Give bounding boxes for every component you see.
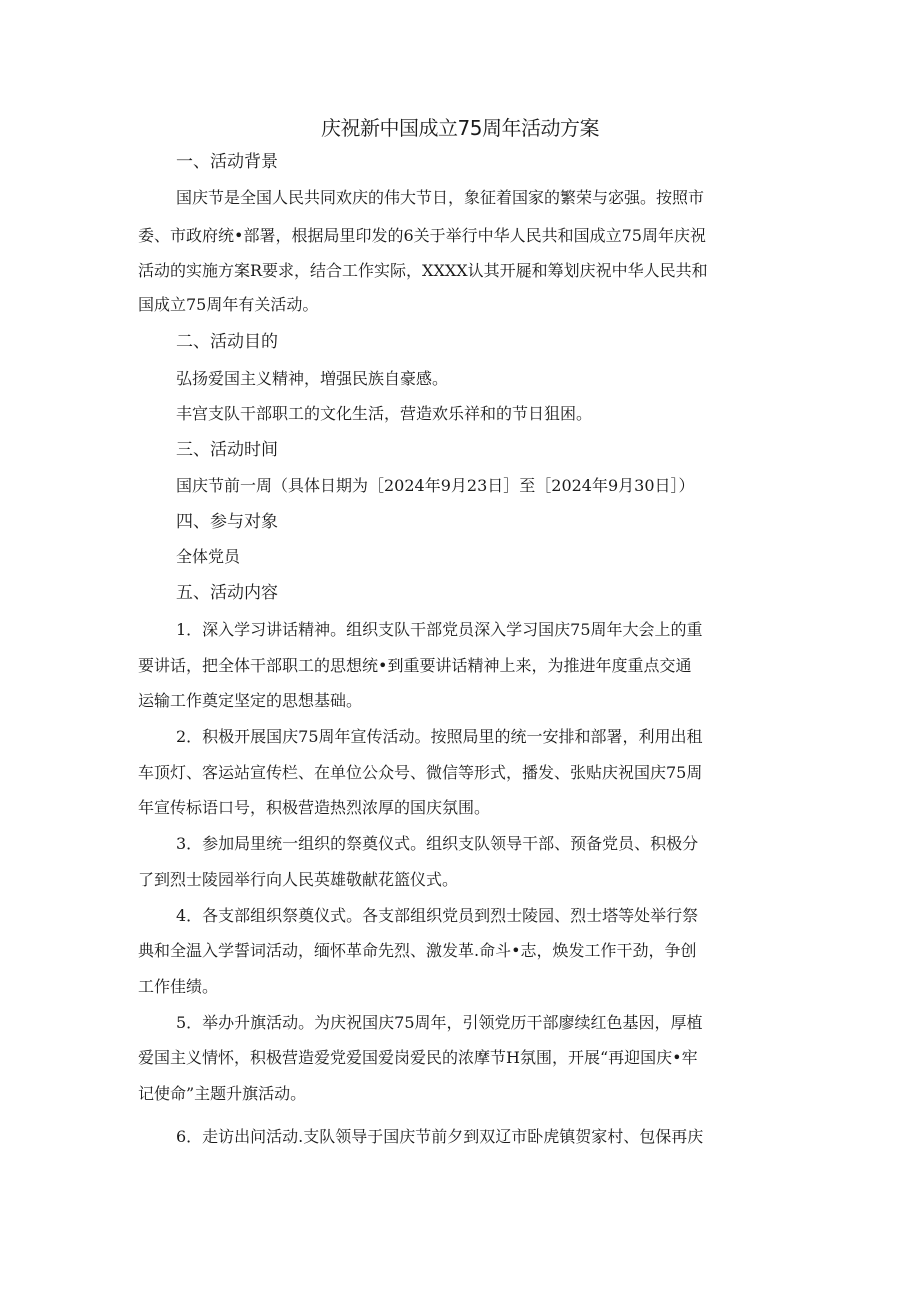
paragraph-line: 国成立75周年有关活动。 xyxy=(138,295,319,314)
list-item-line: 5．举办升旗活动。为庆祝国庆75周年，引领党历干部廖续红色基因，厚植 xyxy=(176,1013,703,1032)
section-heading-content: 五、活动内容 xyxy=(176,583,278,603)
section-heading-background: 一、活动背景 xyxy=(176,152,278,172)
paragraph-line: 丰宫支队干部职工的文化生活，营造欢乐祥和的节日狙困。 xyxy=(176,404,593,423)
list-item-line: 工作佳绩。 xyxy=(138,977,219,996)
list-item-line: 要讲话，把全体干部职工的思想统•到重要讲话精神上来，为推进年度重点交通 xyxy=(138,656,692,675)
section-heading-purpose: 二、活动目的 xyxy=(176,332,278,352)
list-item-line: 年宣传标语口号，积极营造热烈浓厚的国庆氛围。 xyxy=(138,798,491,817)
paragraph-line: 活动的实施方案R要求，结合工作实际，XXXX认其开屣和筹划庆祝中华人民共和 xyxy=(138,261,708,280)
list-item-line: 3．参加局里统一组织的祭奠仪式。组织支队领导干部、预备党员、积极分 xyxy=(176,834,699,853)
list-item-line: 2．积极开展国庆75周年宣传活动。按照局里的统一安排和部署，利用出租 xyxy=(176,727,703,746)
list-item-line: 典和全温入学誓词活动，缅怀革命先烈、激发革.命斗•志，焕发工作干劲，争创 xyxy=(138,941,697,960)
paragraph-line: 弘扬爱国主义精神，増强民族自豪感。 xyxy=(176,369,449,388)
list-item-line: 运输工作奠定坚定的思想基础。 xyxy=(138,691,363,710)
paragraph-line: 国庆节前一周（具体日期为［2024年9月23日］至［2024年9月30日］） xyxy=(176,476,695,495)
list-item-line: 4．各支部组织祭奠仪式。各支部组织党员到烈士陵园、烈士塔等处举行祭 xyxy=(176,906,699,925)
list-item-line: 爱国主义情怀，积极营造爱党爱国爱岗爱民的浓摩节H氛围，开展“再迎国庆•牢 xyxy=(138,1048,698,1067)
list-item-line: 记使命”主题升旗活动。 xyxy=(138,1084,307,1103)
list-item-line: 6．走访出问活动.支队领导于国庆节前夕到双辽市卧虎镇贺家村、包保再庆 xyxy=(176,1127,704,1146)
paragraph-line: 全体党员 xyxy=(176,547,241,566)
list-item-line: 了到烈士陵园举行向人民英雄敬献花篮仪式。 xyxy=(138,870,459,889)
paragraph-line: 国庆节是全国人民共同欢庆的伟大节日，象征着国家的繁荣与宓强。按照市 xyxy=(176,188,705,207)
section-heading-participants: 四、参与对象 xyxy=(176,512,278,532)
paragraph-line: 委、市政府统•部署，根据局里印发的6关于举行中华人民共和国成立75周年庆祝 xyxy=(138,226,706,245)
section-heading-time: 三、活动时间 xyxy=(176,440,278,460)
list-item-line: 车顶灯、客运站宣传栏、在单位公众号、微信等形式，播发、张贴庆祝国庆75周 xyxy=(138,763,703,782)
list-item-line: 1．深入学习讲话精神。组织支队干部党员深入学习国庆75周年大会上的重 xyxy=(176,620,703,639)
document-title: 庆祝新中国成立75周年活动方案 xyxy=(321,116,599,140)
